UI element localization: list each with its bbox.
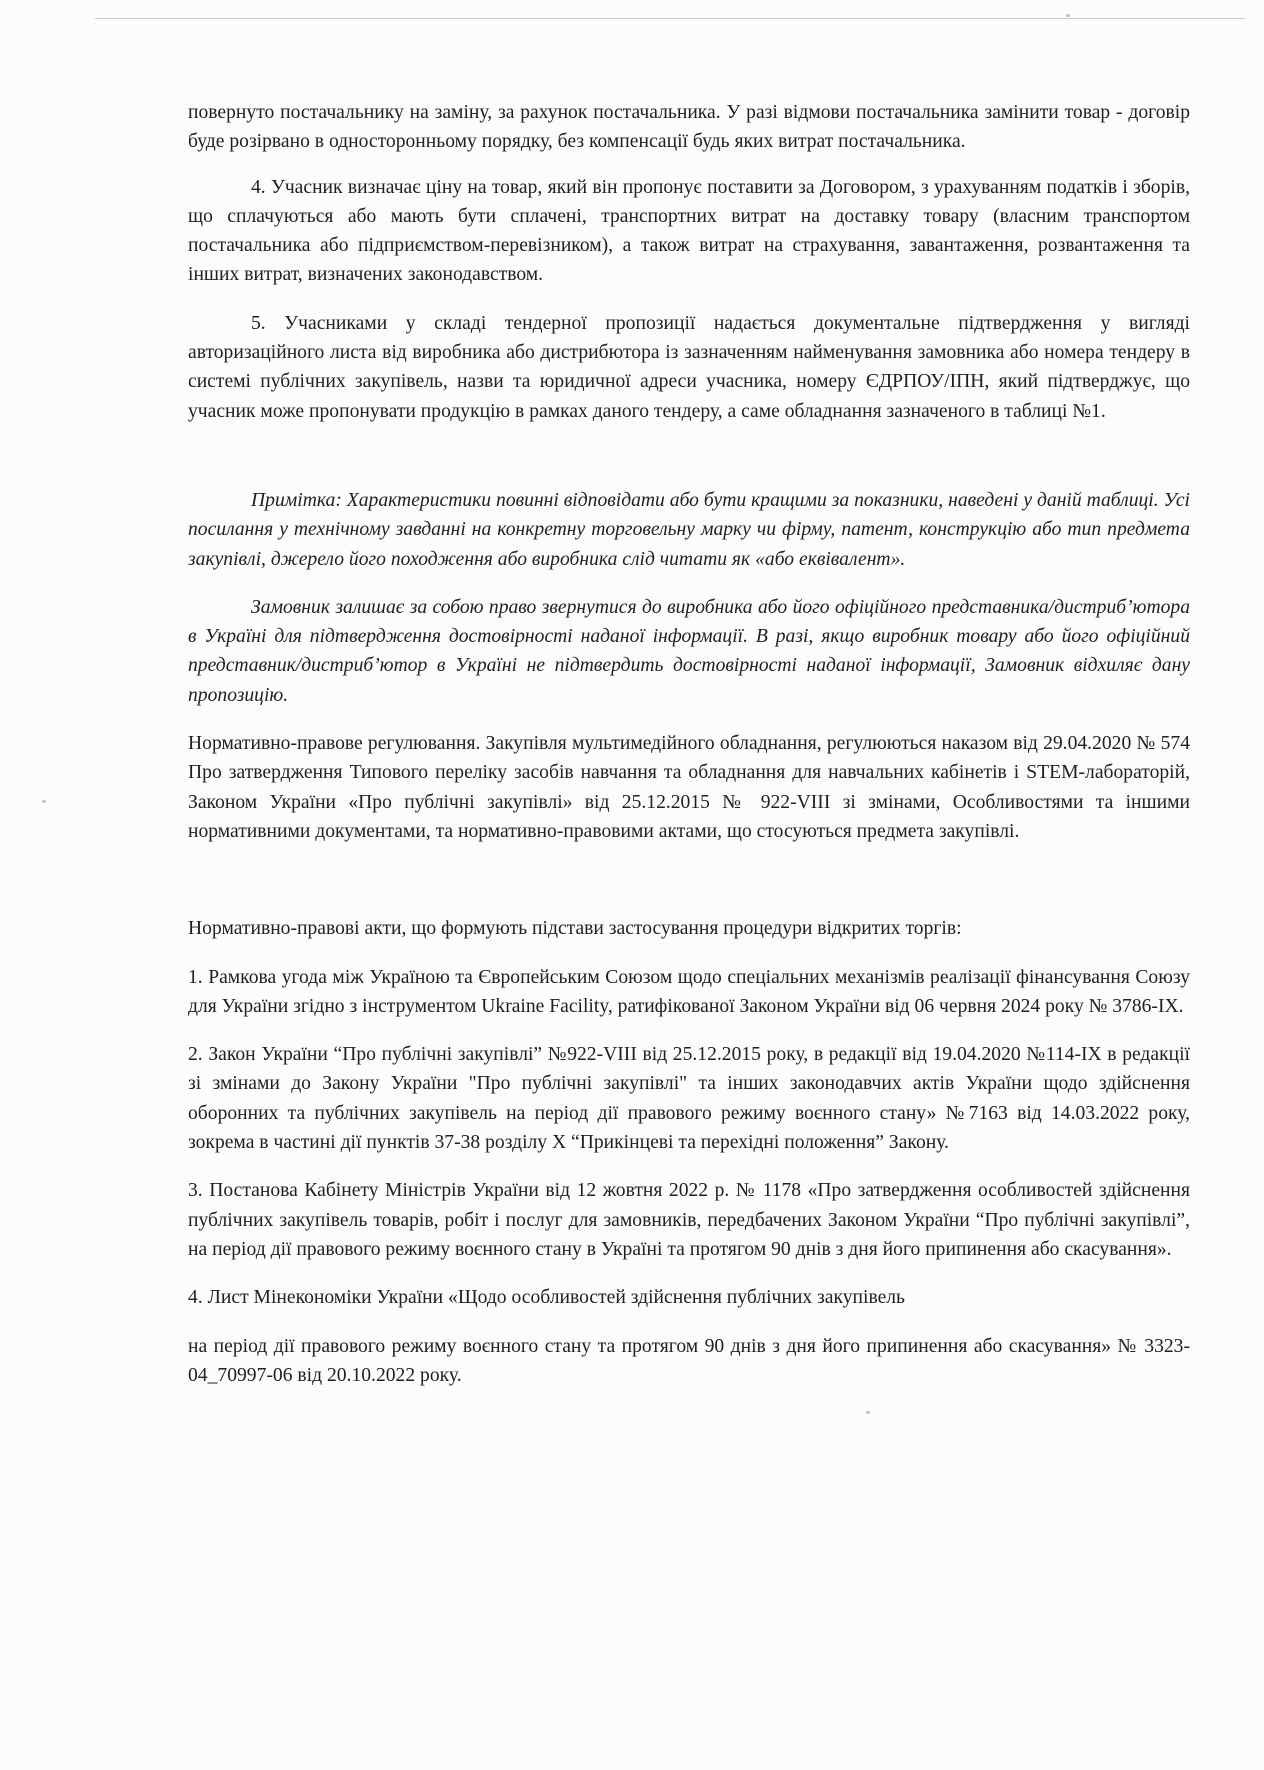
legal-act-4-continuation: на період дії правового режиму воєнного стану та протягом 90 днів з дня його припинення або скасування» № 3323-04_70997-06 від 20.10.2022 року. [188, 1335, 1190, 1386]
paragraph-item-5: 5. Учасниками у складі тендерної пропозиції надається документальне підтвердження у вигляді авторизаційного листа від виробника або дистрибютора із зазначенням найменування замовника або номера тендеру в системі публічних закупівель, назви та юридичної адреси учасника, номеру ЄДРПОУ/ІПН, який підтверджує, що учасник може пропонувати продукцію в рамках даного тендеру, а саме обладнання зазначеного в таблиці №1. [188, 312, 1190, 422]
paragraph-continuation: повернуто постачальнику на заміну, за рахунок постачальника. У разі відмови постачальника замінити товар - договір буде розірвано в односторонньому порядку, без компенсації будь яких витрат постачальника. [188, 102, 1190, 153]
paragraph-legal-acts-heading: Нормативно-правові акти, що формують підстави застосування процедури відкритих торгів: [188, 918, 962, 940]
legal-act-3: 3. Постанова Кабінету Міністрів України від 12 жовтня 2022 р. № 1178 «Про затвердження особливостей здійснення публічних закупівель товарів, робіт і послуг для замовників, передбачених Законом України “Про публічні закупівлі”, на період дії правового режиму воєнного стану в Україні та протягом 90 днів з дня його припинення або скасування». [188, 1180, 1190, 1260]
paragraph-note: Примітка: Характеристики повинні відповідати або бути кращими за показники, наведені у даній таблиці. Усі посилання у технічному завданні на конкретну торговельну марку чи фірму, патент, конструкцію або тип предмета закупівлі, джерело його походження або виробника слід читати як «або еквівалент». [188, 489, 1190, 570]
legal-act-1: 1. Рамкова угода між Україною та Європейським Союзом щодо спеціальних механізмів реалізації фінансування Союзу для України згідно з інструментом Ukraine Facility, ратифікованої Законом України від 06 червня 2024 року № 3786-ІХ. [188, 966, 1190, 1017]
scan-speck [866, 1411, 870, 1414]
paragraph-item-4: 4. Учасник визначає ціну на товар, який він пропонує поставити за Договором, з урахуванням податків і зборів, що сплачуються або мають бути сплачені, транспортних витрат на доставку товару (власним транспортом постачальника або підприємством-перевізником), а також витрат на страхування, завантаження, розвантаження та інших витрат, визначених законодавством. [188, 176, 1190, 286]
scan-speck [1066, 14, 1070, 17]
document-body [188, 98, 1190, 1390]
legal-act-4: 4. Лист Мінекономіки України «Щодо особливостей здійснення публічних закупівель [188, 1287, 905, 1309]
paragraph-regulation: Нормативно-правове регулювання. Закупівля мультимедійного обладнання, регулюються наказом від 29.04.2020 № 574 Про затвердження Типового переліку засобів навчання та обладнання для навчальних кабінетів і STEM-лабораторій, Законом України «Про публічні закупівлі» від 25.12.2015 № 922-VIII зі змінами, Особливостями та іншими нормативними документами, та нормативно-правовими актами, що стосуються предмета закупівлі. [188, 733, 1190, 842]
paragraph-verification: Замовник залишає за собою право звернутися до виробника або його офіційного представника/дистриб’ютора в Україні для підтвердження достовірності наданої інформації. В разі, якщо виробник товару або його офіційний представник/дистриб’ютор в Україні не підтвердить достовірності наданої інформації, Замовник відхиляє дану пропозицію. [188, 596, 1190, 706]
legal-act-2: 2. Закон України “Про публічні закупівлі” №922-VIII від 25.12.2015 року, в редакції від 19.04.2020 №114-IX в редакції зі змінами до Закону України "Про публічні закупівлі" та інших законодавчих актів України щодо здійснення оборонних та публічних закупівель на період дії правового режиму воєнного стану» №7163 від 14.03.2022 року, зокрема в частині дії пунктів 37-38 розділу Х “Прикінцеві та перехідні положення” Закону. [188, 1044, 1190, 1154]
scan-edge-line [95, 18, 1245, 19]
scan-speck [42, 800, 46, 803]
